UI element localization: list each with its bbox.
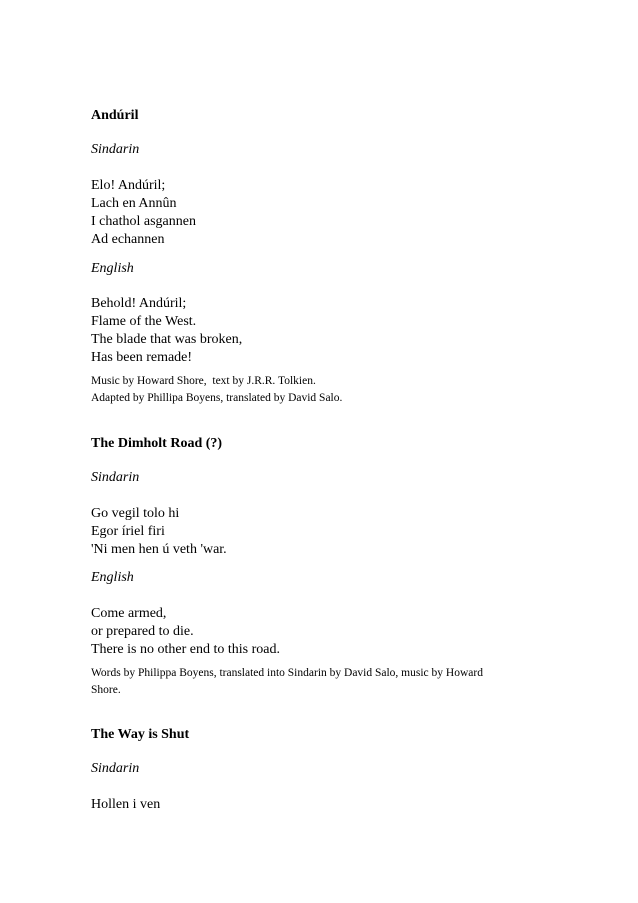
song-title: Andúril	[91, 108, 139, 123]
lyrics-block	[91, 295, 242, 367]
song-title: The Way is Shut	[91, 727, 190, 742]
lyric-line: Behold! Andúril;	[91, 296, 187, 311]
lyric-line: There is no other end to this road.	[91, 642, 280, 657]
lyric-line: Go vegil tolo hi	[91, 506, 180, 521]
lyrics-block	[91, 505, 227, 559]
lyric-line: Flame of the West.	[91, 314, 197, 329]
lyrics-block	[91, 605, 280, 659]
credit-line: Adapted by Phillipa Boyens, translated by David Salo.	[91, 392, 343, 404]
song-dimholt-road	[91, 435, 561, 696]
credit-line: Shore.	[91, 684, 121, 696]
lyric-line: Come armed,	[91, 606, 167, 621]
song-way-is-shut	[91, 726, 561, 812]
song-title: The Dimholt Road (?)	[91, 436, 223, 451]
language-label: Sindarin	[91, 142, 140, 157]
lyric-line: Hollen i ven	[91, 797, 161, 812]
lyric-line: or prepared to die.	[91, 624, 194, 639]
language-label: Sindarin	[91, 470, 140, 485]
language-label: English	[91, 261, 134, 276]
credit-line: Words by Philippa Boyens, translated into Sindarin by David Salo, music by Howard	[91, 667, 483, 679]
lyric-line: Ad echannen	[91, 232, 165, 247]
lyrics-block	[91, 177, 196, 249]
language-label: English	[91, 570, 134, 585]
lyric-line: Egor íriel firi	[91, 524, 165, 539]
lyric-line: I chathol asgannen	[91, 214, 196, 229]
lyric-line: Has been remade!	[91, 350, 193, 365]
credits	[91, 373, 561, 407]
lyric-line: The blade that was broken,	[91, 332, 243, 347]
credit-line: Music by Howard Shore, text by J.R.R. Tolkien.	[91, 375, 316, 387]
lyric-line: Elo! Andúril;	[91, 178, 166, 193]
credits	[91, 665, 561, 699]
lyric-line: 'Ni men hen ú veth 'war.	[91, 542, 227, 557]
song-anduril	[91, 107, 561, 404]
lyric-line: Lach en Annûn	[91, 196, 177, 211]
lyrics-block	[91, 796, 160, 814]
language-label: Sindarin	[91, 761, 140, 776]
